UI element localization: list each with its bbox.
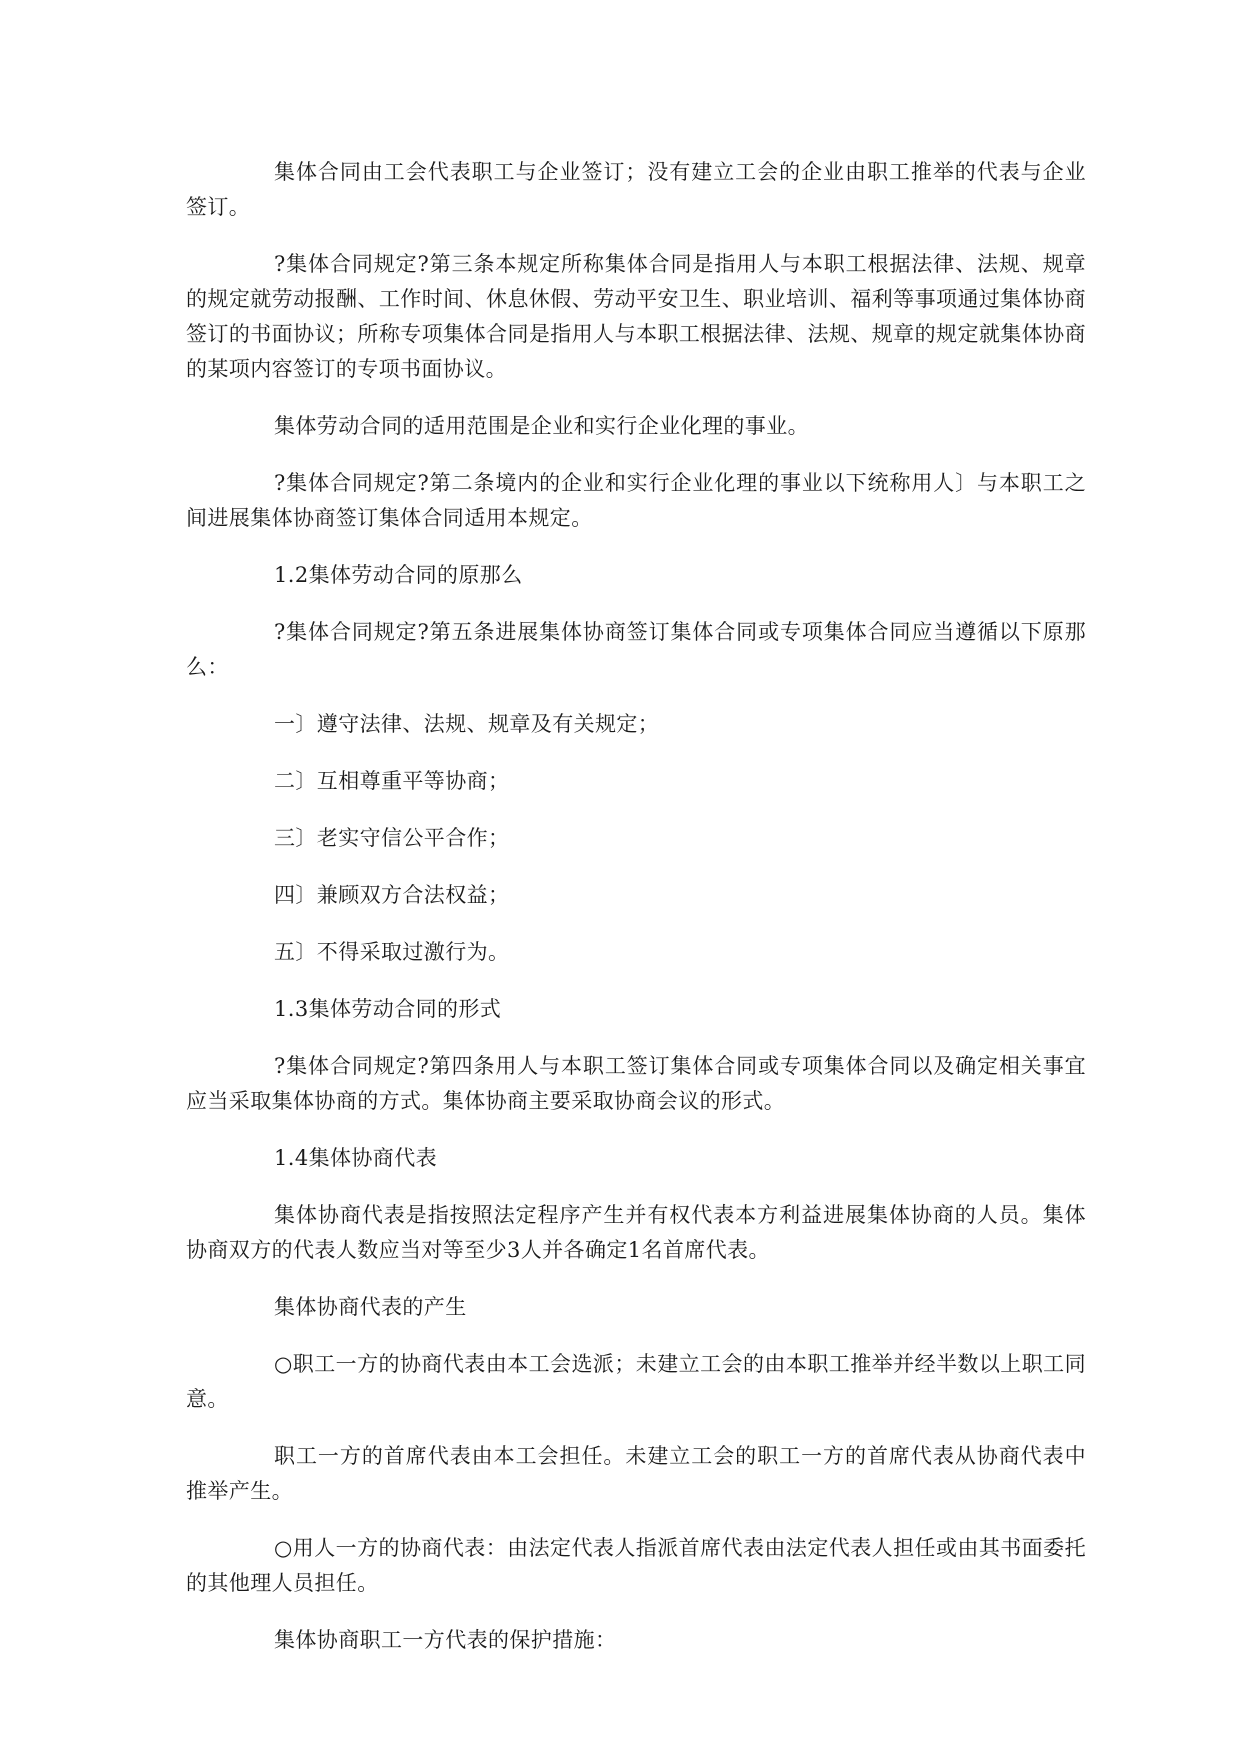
section-heading: 1.3集体劳动合同的形式 <box>274 997 502 1021</box>
list-item: 五〕不得采取过激行为。 <box>274 940 510 964</box>
paragraph: ○用人一方的协商代表：由法定代表人指派首席代表由法定代表人担任或由其书面委托的其他理人员担任。 <box>186 1536 1086 1595</box>
paragraph: 集体协商代表是指按照法定程序产生并有权代表本方利益进展集体协商的人员。集体协商双方的代表人数应当对等至少3人并各确定1名首席代表。 <box>186 1203 1086 1262</box>
paragraph: 集体合同由工会代表职工与企业签订；没有建立工会的企业由职工推举的代表与企业签订。 <box>186 160 1086 219</box>
paragraph: 职工一方的首席代表由本工会担任。未建立工会的职工一方的首席代表从协商代表中推举产生。 <box>186 1444 1086 1503</box>
list-item: 一〕遵守法律、法规、规章及有关规定； <box>274 712 660 736</box>
list-item: 四〕兼顾双方合法权益； <box>274 883 510 907</box>
document-body <box>186 155 1086 1658</box>
section-heading: 1.2集体劳动合同的原那么 <box>274 563 523 587</box>
paragraph: ?集体合同规定?第四条用人与本职工签订集体合同或专项集体合同以及确定相关事宜应当采取集体协商的方式。集体协商主要采取协商会议的形式。 <box>186 1054 1086 1113</box>
paragraph: ?集体合同规定?第三条本规定所称集体合同是指用人与本职工根据法律、法规、规章的规定就劳动报酬、工作时间、休息休假、劳动平安卫生、职业培训、福利等事项通过集体协商签订的书面协议；所称专项集体合同是指用人与本职工根据法律、法规、规章的规定就集体协商的某项内容签订的专项书面协议。 <box>186 252 1086 381</box>
list-item: 三〕老实守信公平合作； <box>274 826 510 850</box>
paragraph: ?集体合同规定?第五条进展集体协商签订集体合同或专项集体合同应当遵循以下原那么： <box>186 620 1086 679</box>
paragraph: 集体协商职工一方代表的保护措施： <box>274 1628 617 1652</box>
paragraph: ○职工一方的协商代表由本工会选派；未建立工会的由本职工推举并经半数以上职工同意。 <box>186 1352 1086 1411</box>
section-heading: 1.4集体协商代表 <box>274 1146 437 1170</box>
paragraph: 集体劳动合同的适用范围是企业和实行企业化理的事业。 <box>274 414 809 438</box>
paragraph: ?集体合同规定?第二条境内的企业和实行企业化理的事业以下统称用人〕与本职工之间进展集体协商签订集体合同适用本规定。 <box>186 471 1086 530</box>
list-item: 二〕互相尊重平等协商； <box>274 769 510 793</box>
subsection-heading: 集体协商代表的产生 <box>274 1295 467 1319</box>
